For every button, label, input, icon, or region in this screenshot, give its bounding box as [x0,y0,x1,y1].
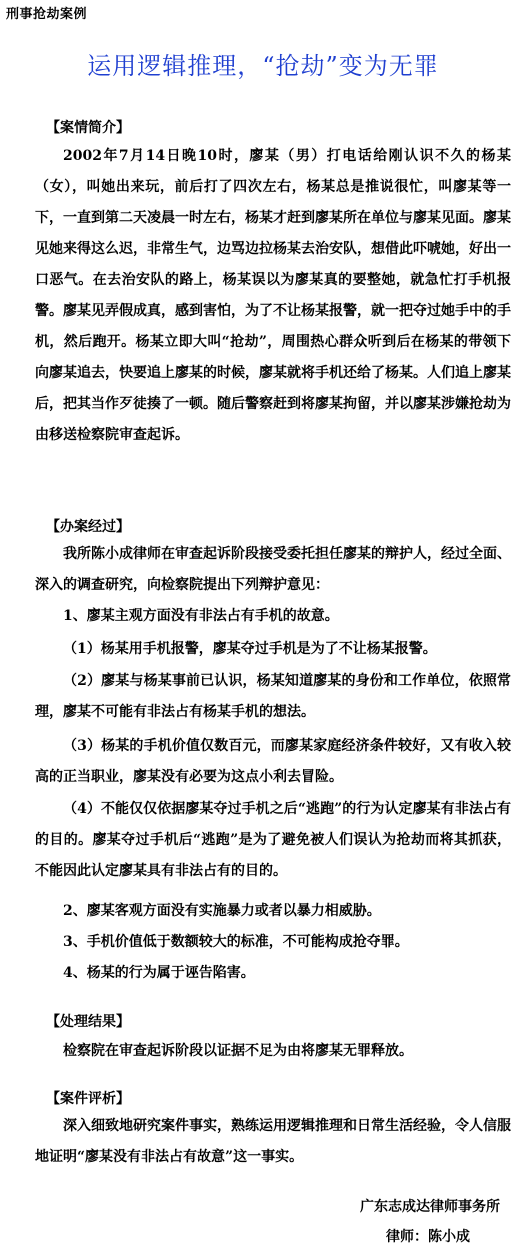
lawyer-signature: 律师：陈小成 [386,1229,470,1245]
analysis-heading: 【案件评析】 [46,1091,130,1107]
category-label: 刑事抢劫案例 [6,7,88,22]
result-text: 检察院在审查起诉阶段以证据不足为由将廖某无罪释放。 [63,1043,413,1059]
sub-point-2: （2）廖某与杨某事前已认识，杨某知道廖某的身份和工作单位，依照常理，廖某不可能有非法占有杨某手机的想法。 [35,673,511,720]
point-4: 4、杨某的行为属于诬告陷害。 [63,965,255,981]
point-2: 2、廖某客观方面没有实施暴力或者以暴力相威胁。 [63,903,381,919]
analysis-text: 深入细致地研究案件事实，熟练运用逻辑推理和日常生活经验，令人信服地证明“廖某没有非法占有故意”这一事实。 [35,1118,511,1165]
point-3: 3、手机价值低于数额较大的标准，不可能构成抢夺罪。 [63,934,409,950]
document-title: 运用逻辑推理，“抢劫”变为无罪 [87,52,439,80]
case-summary-heading: 【案情简介】 [46,120,130,136]
law-firm-name: 广东志成达律师事务所 [360,1199,500,1215]
case-summary-text: 2002年7月14日晚10时，廖某（男）打电话给刚认识不久的杨某（女），叫她出来玩，前后打了四次左右，杨某总是推说很忙，叫廖某等一下，一直到第二天凌晨一时左右，杨某才赶到廖某所在单位与廖某见面。廖某见她来得这么迟，非常生气，边骂边拉杨某去治安队，想借此吓唬她，好出一口恶气。在去治安队的路上，杨某误以为廖某真的要整她，就急忙打手机报警。廖某见弄假成真，感到害怕，为了不让杨某报警，就一把夺过她手中的手机，然后跑开。杨某立即大叫“抢劫”，周围热心群众听到后在杨某的带领下向廖某追去，快要追上廖某的时候，廖某就将手机还给了杨某。人们追上廖某后，把其当作歹徒揍了一顿。随后警察赶到将廖某拘留，并以廖某涉嫌抢劫为由移送检察院审查起诉。 [35,148,511,443]
process-intro: 我所陈小成律师在审查起诉阶段接受委托担任廖某的辩护人，经过全面、深入的调查研究，向检察院提出下列辩护意见： [35,546,511,593]
sub-point-4: （4）不能仅仅依据廖某夺过手机之后“逃跑”的行为认定廖某有非法占有的目的。廖某夺过手机后“逃跑”是为了避免被人们误认为抢劫而将其抓获，不能因此认定廖某具有非法占有的目的。 [35,801,511,879]
result-heading: 【处理结果】 [46,1014,130,1030]
point-1: 1、廖某主观方面没有非法占有手机的故意。 [63,608,339,624]
process-heading: 【办案经过】 [46,519,130,535]
sub-point-1: （1）杨某用手机报警，廖某夺过手机是为了不让杨某报警。 [63,641,437,657]
sub-point-3: （3）杨某的手机价值仅数百元，而廖某家庭经济条件较好，又有收入较高的正当职业，廖某没有必要为这点小利去冒险。 [35,738,511,785]
